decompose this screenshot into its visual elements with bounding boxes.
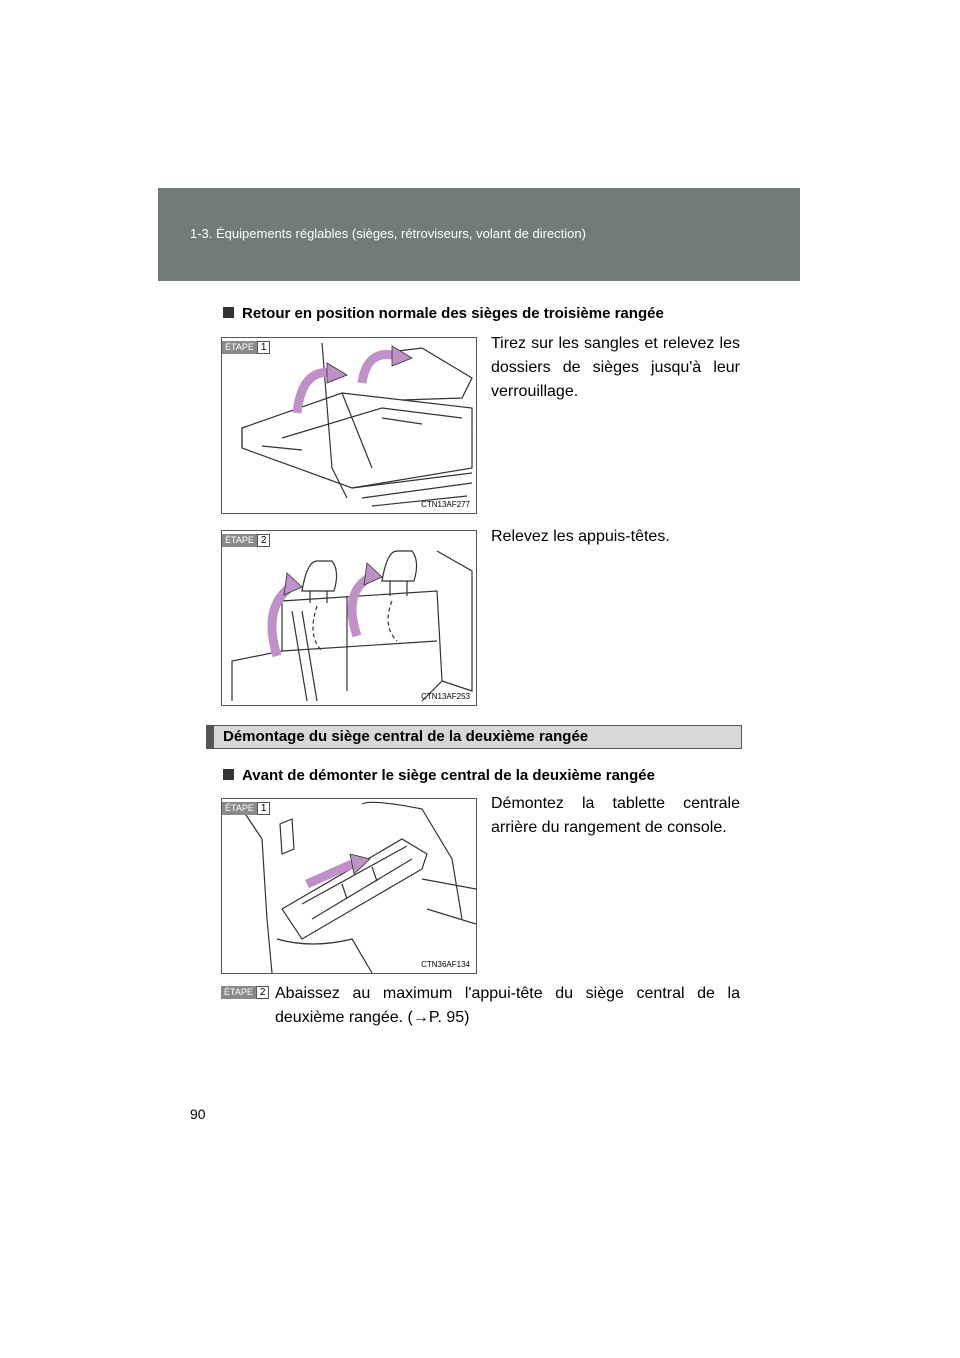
square-bullet-icon — [223, 307, 234, 318]
section-accent — [207, 726, 214, 748]
figure-code: CTN36AF134 — [421, 960, 470, 969]
step-text: Relevez les appuis-têtes. — [491, 528, 670, 545]
page-number: 90 — [190, 1106, 206, 1122]
headrest-illustration — [222, 531, 476, 705]
step-text: Démontez la tablette centrale arrière du rangement de console. — [491, 795, 740, 836]
figure-code: CTN13AF253 — [421, 692, 470, 701]
section-title-bar — [206, 725, 742, 749]
step-badge: ÉTAPE 2 — [222, 534, 270, 547]
step-text: Abaissez au maximum l'appui-tête du siège central de la deuxième rangée. (→P. 95) — [275, 985, 740, 1026]
square-bullet-icon — [223, 769, 234, 780]
figure-code: CTN13AF277 — [421, 500, 470, 509]
chapter-header — [158, 188, 800, 281]
section-title: Démontage du siège central de la deuxième rangée — [223, 728, 589, 745]
subsection-heading-return-seats: Retour en position normale des sièges de troisième rangée — [223, 305, 664, 322]
console-tray-illustration — [222, 799, 476, 973]
step-badge: ÉTAPE 1 — [222, 341, 270, 354]
step-text: Tirez sur les sangles et relevez les dossiers de sièges jusqu'à leur verrouillage. — [491, 335, 740, 400]
figure-raise-headrests — [221, 530, 477, 706]
figure-remove-tray — [221, 798, 477, 974]
breadcrumb: 1-3. Équipements réglables (sièges, rétroviseurs, volant de direction) — [190, 226, 586, 241]
figure-fold-seatbacks — [221, 337, 477, 514]
seatback-illustration — [222, 338, 476, 513]
subsection-heading-before-removal: Avant de démonter le siège central de la deuxième rangée — [223, 767, 655, 784]
step-badge: ÉTAPE 1 — [222, 802, 270, 815]
step-badge: ÉTAPE 2 — [221, 986, 269, 999]
